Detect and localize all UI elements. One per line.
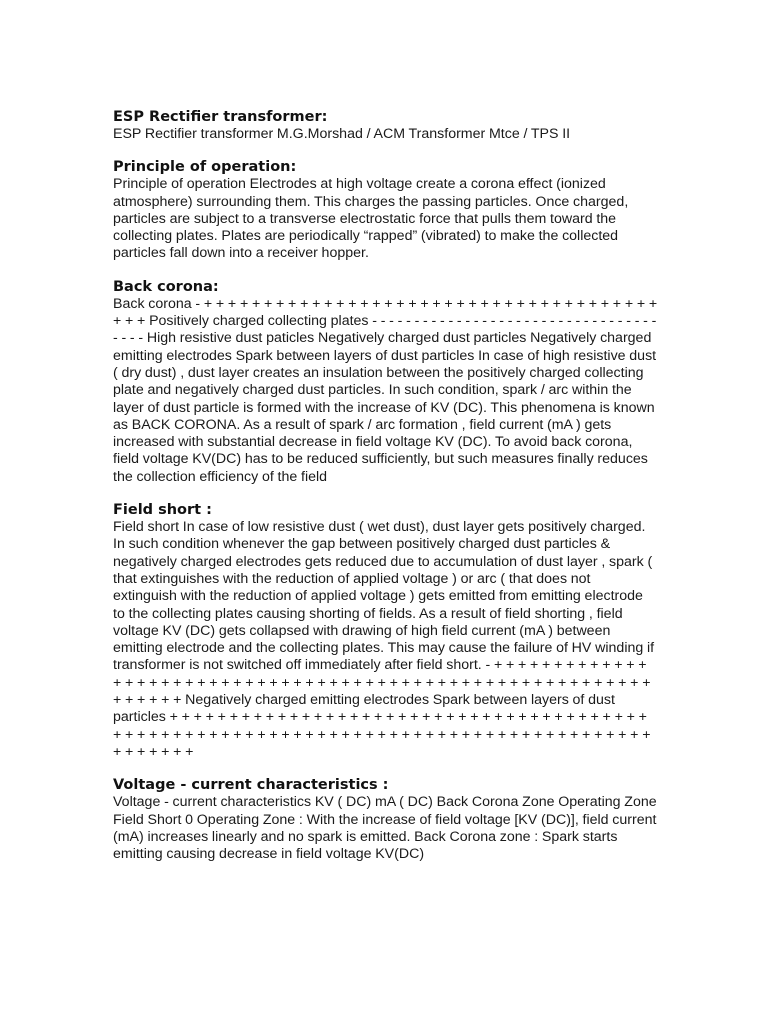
section-body: Principle of operation Electrodes at high voltage create a corona effect (ionized atmosphere) surrounding them. This charges the passing particles. Once charged, particles are subject to a transverse electrostatic force that pulls them toward the collecting plates. Plates are periodically “rapped” (vibrated) to make the collected particles fall down into a receiver hopper. — [113, 176, 629, 262]
section-body: ESP Rectifier transformer M.G.Morshad / ACM Transformer Mtce / TPS II — [113, 126, 571, 142]
section-body: Voltage - current characteristics KV ( DC) mA ( DC) Back Corona Zone Operating Zone Field Short 0 Operating Zone : With the increase of field voltage [KV (DC)], field current (mA) increases linearly and no spark is emitted. Back Corona zone : Spark starts emitting causing decrease in field voltage KV(DC) — [113, 794, 657, 863]
section-heading: Field short : — [113, 502, 212, 519]
section-principle-of-operation — [113, 158, 658, 262]
section-body: Back corona - + + + + + + + + + + + + + + + + + + + + + + + + + + + + + + + + + + + + + + + + + Positively charged collecting plates - - - - - - - - - - - - - - - - - - - - - - - - - - - - - - - - - - - - - - High resistive dust paticles Negatively charged dust particles Negatively charged emitting electrodes Spark between layers of dust particles In case of high resistive dust ( dry dust) , dust layer creates an insulation between the positively charged collecting plate and negatively charged dust particles. In such condition, spark / arc within the layer of dust particle is formed with the increase of KV (DC). This phenomena is known as BACK CORONA. As a result of spark / arc formation , field current (mA ) gets increased with substantial decrease in field voltage KV (DC). To avoid back corona, field voltage KV(DC) has to be reduced sufficiently, but such measures finally reduces the collection efficiency of the field — [113, 295, 658, 485]
section-heading: Principle of operation: — [113, 159, 297, 176]
section-back-corona — [113, 278, 658, 486]
section-esp-rectifier-transformer — [113, 108, 658, 143]
document-page — [113, 108, 658, 878]
section-heading: Back corona: — [113, 278, 219, 295]
section-heading: ESP Rectifier transformer: — [113, 109, 328, 125]
section-field-short — [113, 501, 658, 761]
section-body: Field short In case of low resistive dust ( wet dust), dust layer gets positively charged. In such condition whenever the gap between positively charged dust particles & negatively charged electrodes gets reduced due to accumulation of dust layer , spark ( that extinguishes with the reduction of applied voltage ) or arc ( that does not extinguish with the reduction of applied voltage ) gets emitted from emitting electrode to the collecting plates causing shorting of fields. As a result of field shorting , field voltage KV (DC) gets collapsed with drawing of high field current (mA ) between emitting electrode and the collecting plates. This may cause the failure of HV winding if transformer is not switched off immediately after field short. - + + + + + + + + + + + + + + + + + + + + + + + + + + + + + + + + + + + + + + + + + + + + + + + + + + + + + + + + + + + + + + + + Negatively charged emitting electrodes Spark between layers of dust particles + + + + + + + + + + + + + + + + + + + + + + + + + + + + + + + + + + + + + + + + + + + + + + + + + + + + + + + + + + + + + + + + + + + + + + + + + + + + + + + + + + + + + + + + + + + + — [113, 519, 655, 760]
section-heading: Voltage - current characteristics : — [113, 777, 389, 794]
section-voltage-current-characteristics — [113, 776, 658, 863]
